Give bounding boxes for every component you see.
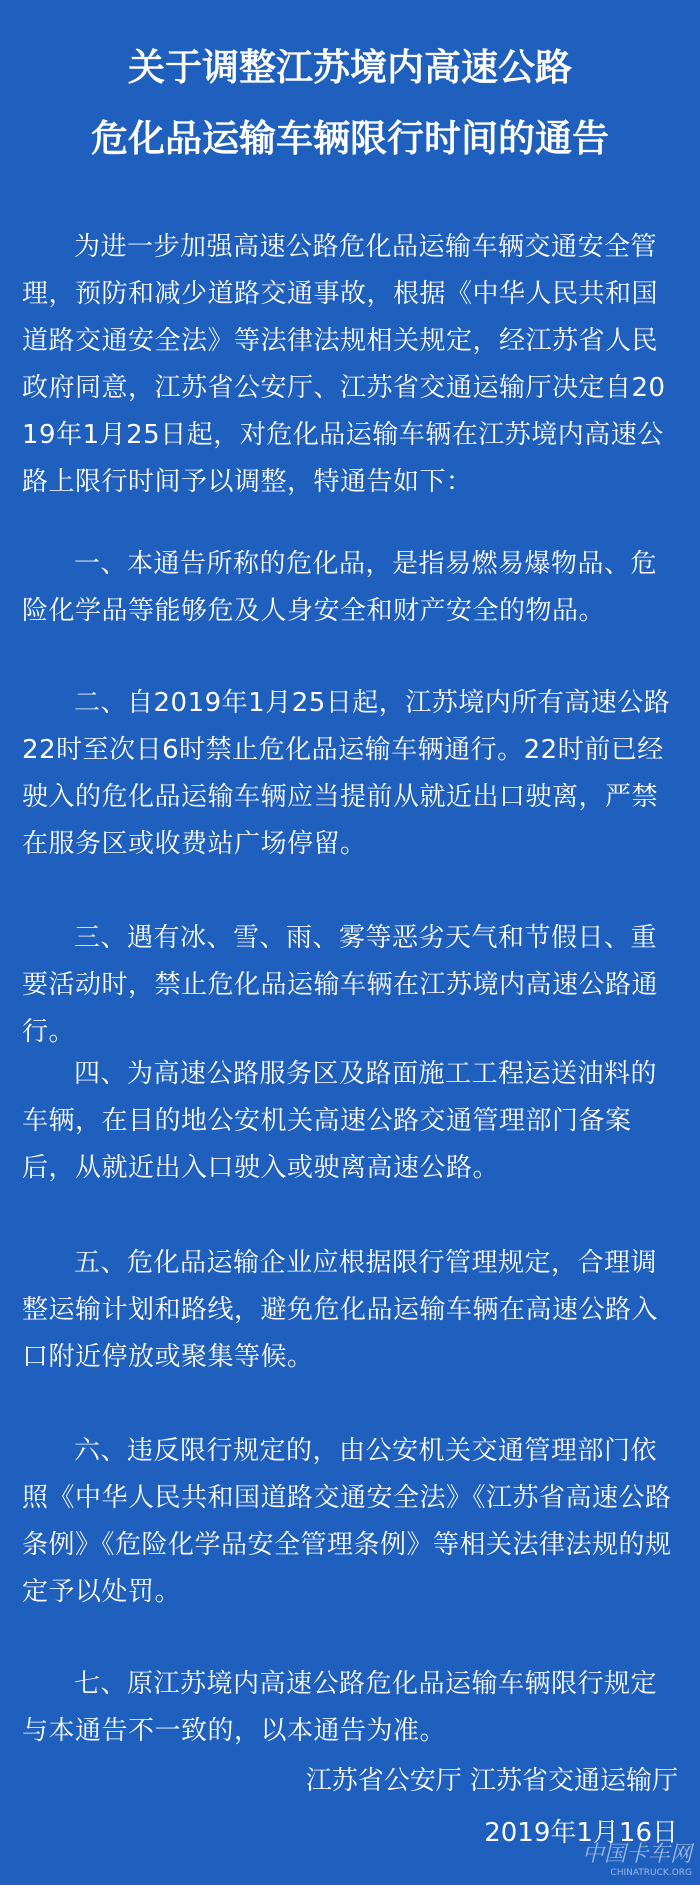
notice-title-line-1: 关于调整江苏境内高速公路 [128,46,572,89]
clause-2-paragraph: 二、自2019年1月25日起，江苏境内所有高速公路22时至次日6时禁止危化品运输车辆通行。22时前已经驶入的危化品运输车辆应当提前从就近出口驶离，严禁在服务区或收费站广场停留。 [22,688,671,859]
watermark-logo [544,1837,694,1881]
clause-5-paragraph: 五、危化品运输企业应根据限行管理规定，合理调整运输计划和路线，避免危化品运输车辆在高速公路入口附近停放或聚集等候。 [22,1248,659,1372]
clause-7-paragraph: 七、原江苏境内高速公路危化品运输车辆限行规定与本通告不一致的，以本通告为准。 [22,1669,658,1746]
notice-title-line-2: 危化品运输车辆限行时间的通告 [91,117,609,160]
clause-4-paragraph: 四、为高速公路服务区及路面施工工程运送油料的车辆，在目的地公安机关高速公路交通管理部门备案后，从就近出入口驶入或驶离高速公路。 [22,1059,658,1183]
clause-1-paragraph: 一、本通告所称的危化品，是指易燃易爆物品、危险化学品等能够危及人身安全和财产安全的物品。 [22,549,658,626]
watermark-main-text: 中国卡车网 [581,1842,692,1867]
clause-3-paragraph: 三、遇有冰、雪、雨、雾等恶劣天气和节假日、重要活动时，禁止危化品运输车辆在江苏境内高速公路通行。 [22,923,659,1047]
watermark-sub-text: CHINATRUCK.ORG [610,1868,692,1878]
clause-6-paragraph: 六、违反限行规定的，由公安机关交通管理部门依照《中华人民共和国道路交通安全法》《江苏省高速公路条例》《危险化学品安全管理条例》等相关法律法规的规定予以处罚。 [22,1436,672,1607]
intro-paragraph: 为进一步加强高速公路危化品运输车辆交通安全管理，预防和减少道路交通事故，根据《中华人民共和国道路交通安全法》等法律法规相关规定，经江苏省人民政府同意，江苏省公安厅、江苏省交通运输厅决定自2019年1月25日起，对危化品运输车辆在江苏境内高速公路上限行时间予以调整，特通告如下： [22,232,666,497]
signature-date: 2019年1月16日 [484,1818,678,1848]
signature-issuers: 江苏省公安厅 江苏省交通运输厅 [305,1766,678,1796]
